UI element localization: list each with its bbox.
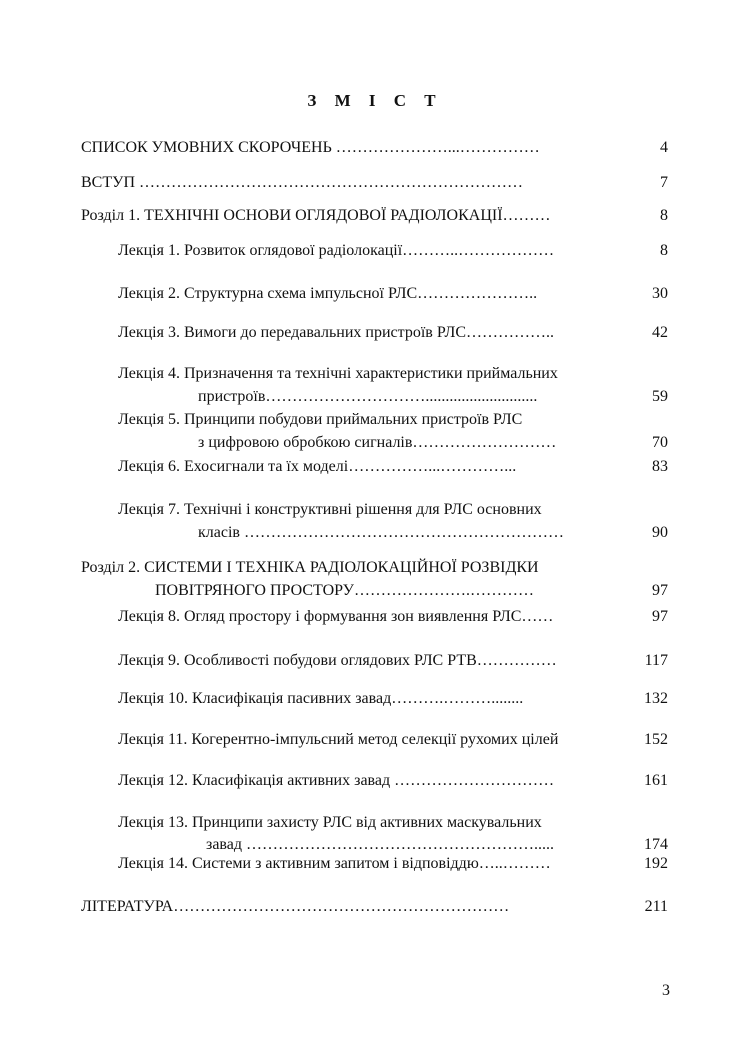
toc-page-lecture-8: 97 [652, 608, 668, 625]
toc-entry-lecture-7-cont: класів …………………………………………………… [198, 524, 564, 541]
toc-page-lecture-13: 174 [644, 836, 668, 853]
toc-entry-lecture-13: Лекція 13. Принципи захисту РЛС від активних маскувальних [118, 814, 542, 831]
toc-entry-lecture-5-cont: з цифровою обробкою сигналів……………………… [198, 434, 557, 451]
toc-entry-section-1: Розділ 1. ТЕХНІЧНІ ОСНОВИ ОГЛЯДОВОЇ РАДІОЛОКАЦІЇ……… [81, 207, 551, 224]
toc-page-lecture-7: 90 [652, 524, 668, 541]
toc-page-lecture-10: 132 [644, 690, 668, 707]
toc-entry-section-2: Розділ 2. СИСТЕМИ І ТЕХНІКА РАДІОЛОКАЦІЙНОЇ РОЗВІДКИ [81, 559, 539, 576]
toc-entry-lecture-8: Лекція 8. Огляд простору і формування зон виявлення РЛС…… [118, 608, 554, 625]
toc-page-lecture-3: 42 [652, 324, 668, 341]
toc-entry-lecture-4: Лекція 4. Призначення та технічні характеристики приймальних [118, 365, 558, 382]
toc-entry-lecture-5: Лекція 5. Принципи побудови приймальних пристроїв РЛС [118, 411, 523, 428]
toc-entry-lecture-10: Лекція 10. Класифікація пасивних завад……….………........ [118, 690, 524, 707]
toc-page-section-2: 97 [652, 582, 668, 599]
toc-page-lecture-2: 30 [652, 285, 668, 302]
toc-page-lecture-14: 192 [644, 855, 668, 872]
toc-entry-lecture-7: Лекція 7. Технічні і конструктивні рішення для РЛС основних [118, 501, 542, 518]
toc-entry-lecture-1: Лекція 1. Розвиток оглядової радіолокації………..……………… [118, 242, 555, 259]
toc-page-section-1: 8 [660, 207, 668, 224]
toc-page-abbreviations: 4 [660, 139, 668, 156]
toc-entry-lecture-12: Лекція 12. Класифікація активних завад ………………………… [118, 772, 555, 789]
page-number: 3 [662, 982, 670, 999]
toc-entry-lecture-6: Лекція 6. Ехосигнали та їх моделі……………...…………... [118, 458, 517, 475]
toc-page-literature: 211 [644, 898, 668, 915]
toc-page-lecture-4: 59 [652, 388, 668, 405]
toc-page-lecture-11: 152 [644, 731, 668, 748]
toc-page-lecture-9: 117 [644, 652, 668, 669]
toc-page-lecture-1: 8 [660, 242, 668, 259]
toc-entry-lecture-2: Лекція 2. Структурна схема імпульсної РЛС………………….. [118, 285, 538, 302]
toc-entry-lecture-11: Лекція 11. Когерентно-імпульсний метод селекції рухомих цілей [118, 731, 559, 748]
toc-entry-intro: ВСТУП ……………………………………………………………… [81, 174, 523, 191]
page-title: З М І С Т [307, 91, 443, 110]
toc-page-lecture-5: 70 [652, 434, 668, 451]
toc-page-intro: 7 [660, 174, 668, 191]
toc-entry-lecture-9: Лекція 9. Особливості побудови оглядових РЛС РТВ…………… [118, 652, 557, 669]
toc-entry-lecture-14: Лекція 14. Системи з активним запитом і відповіддю…..……… [118, 855, 551, 872]
toc-entry-abbreviations: СПИСОК УМОВНИХ СКОРОЧЕНЬ …………………...…………… [81, 139, 540, 156]
toc-entry-lecture-4-cont: пристроїв…………………………............................ [198, 388, 538, 405]
toc-entry-lecture-13-cont: завад ………………………………………………..... [206, 836, 555, 853]
toc-entry-literature: ЛІТЕРАТУРА……………………………………………………… [81, 898, 510, 915]
toc-page-lecture-12: 161 [644, 772, 668, 789]
toc-page-lecture-6: 83 [652, 458, 668, 475]
toc-entry-lecture-3: Лекція 3. Вимоги до передавальних пристроїв РЛС…………….. [118, 324, 555, 341]
toc-entry-section-2-cont: ПОВІТРЯНОГО ПРОСТОРУ………………….………… [155, 582, 534, 599]
